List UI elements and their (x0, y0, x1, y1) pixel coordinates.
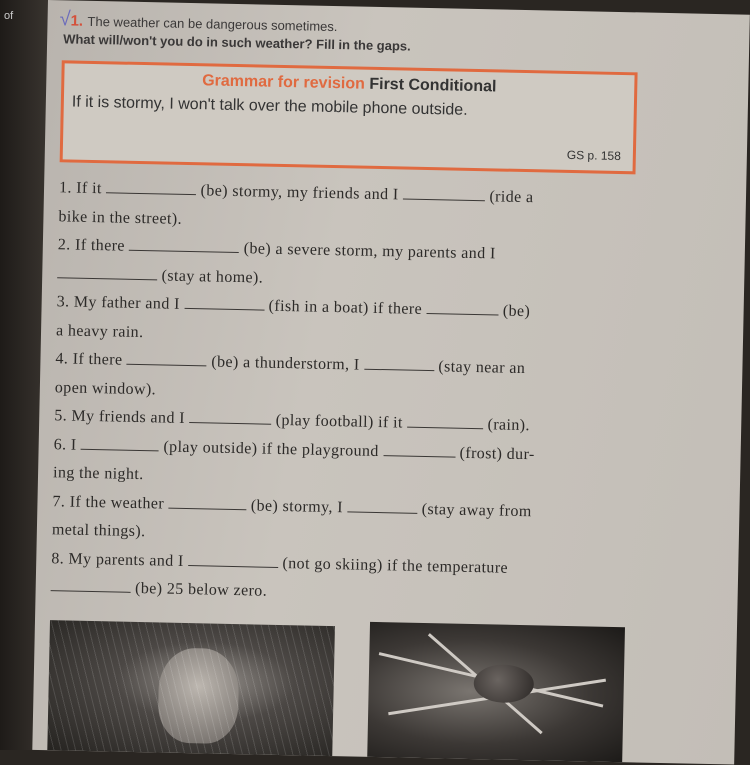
grammar-box (60, 60, 638, 174)
answer-blank[interactable] (407, 411, 483, 430)
exercise-item-4: 4. If there (be) a thunderstorm, I (stay near an open window). (55, 345, 641, 414)
margin-mark: of (4, 10, 14, 22)
answer-blank[interactable] (127, 348, 207, 367)
exercise-header (59, 8, 411, 53)
answer-blank[interactable] (168, 491, 246, 510)
exercise-item-3: 3. My father and I (fish in a boat) if there (be) a heavy rain. (55, 293, 531, 341)
answer-blank[interactable] (81, 432, 159, 451)
exercise-instruction-2: What will/won't you do in such weather? Fill in the gaps. (63, 31, 411, 54)
rain-overlay (47, 620, 335, 756)
answer-blank[interactable] (364, 353, 434, 371)
answer-blank[interactable] (426, 297, 498, 316)
textbook-page (32, 0, 750, 765)
answer-blank[interactable] (57, 261, 157, 280)
checkmark-icon: √ (59, 8, 71, 31)
grammar-title-revision: Grammar for revision (202, 72, 366, 93)
exercise-number: 1. (70, 12, 84, 30)
grammar-reference: GS p. 158 (566, 147, 622, 164)
answer-blank[interactable] (189, 406, 271, 425)
photo-bird-on-frosty-branches (367, 622, 625, 762)
exercise-item-6: 6. I (play outside) if the playground (frost) dur- ing the night. (53, 431, 639, 500)
bird-figure (473, 664, 534, 703)
exercise-instruction-1: The weather can be dangerous sometimes. (87, 13, 338, 35)
answer-blank[interactable] (51, 574, 131, 593)
exercise-item-2: 2. If there (be) a severe storm, my parents and I (stay at home). (57, 231, 643, 300)
photo-girl-in-rain (47, 620, 335, 756)
answer-blank[interactable] (184, 292, 264, 311)
exercise-item-5: 5. My friends and I (play football) if it (rain). (54, 407, 531, 435)
answer-blank[interactable] (106, 176, 196, 195)
answer-blank[interactable] (129, 234, 239, 253)
grammar-example: If it is stormy, I won't talk over the mobile phone outside. (71, 93, 468, 119)
exercise-item-8: 8. My parents and I (not go skiing) if the temperature (be) 25 below zero. (51, 549, 509, 600)
answer-blank[interactable] (383, 439, 455, 458)
exercise-items (50, 174, 644, 614)
answer-blank[interactable] (403, 182, 485, 201)
answer-blank[interactable] (347, 495, 417, 513)
answer-blank[interactable] (188, 549, 278, 568)
grammar-title-topic: First Conditional (369, 75, 497, 96)
exercise-item-1: 1. If it (be) stormy, my friends and I (ride a bike in the street). (58, 174, 644, 243)
exercise-item-7: 7. If the weather (be) stormy, I (stay away from metal things). (51, 492, 532, 541)
